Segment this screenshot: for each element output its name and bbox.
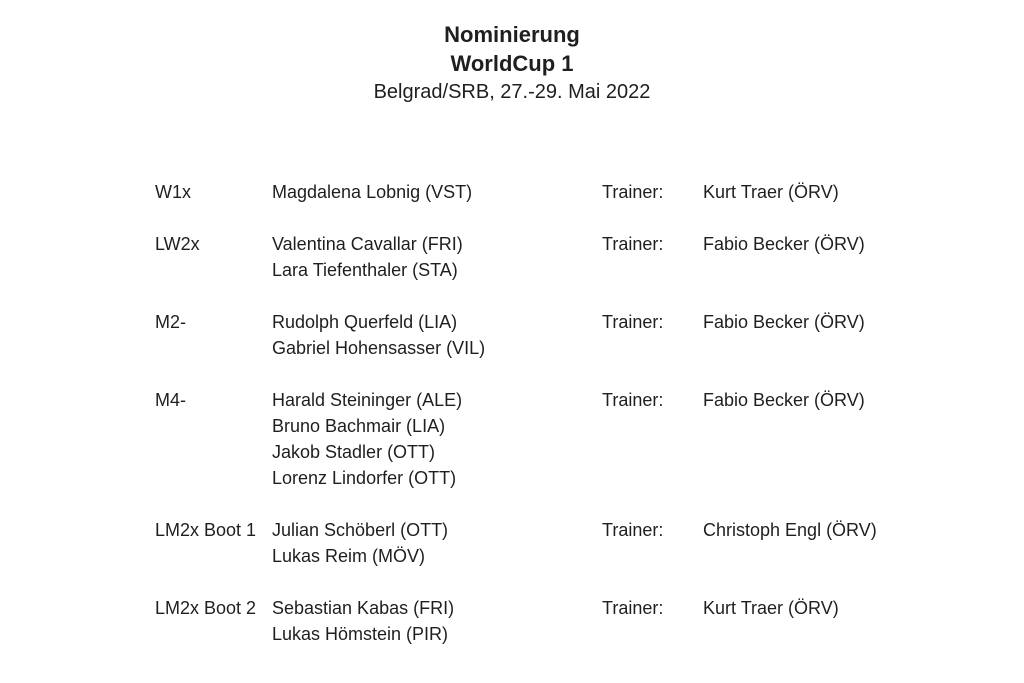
athlete-name: Lara Tiefenthaler (STA): [272, 260, 458, 280]
trainer-name: Fabio Becker (ÖRV): [703, 234, 865, 254]
athlete-list: [272, 179, 602, 205]
boat-class: W1x: [155, 182, 191, 202]
nomination-list: [0, 179, 1024, 647]
trainer-name: Christoph Engl (ÖRV): [703, 520, 877, 540]
trainer-label: Trainer:: [602, 520, 664, 540]
athlete-name: Lorenz Lindorfer (OTT): [272, 468, 457, 488]
athlete-name: Sebastian Kabas (FRI): [272, 598, 455, 618]
athlete-name: Lukas Reim (MÖV): [272, 546, 426, 566]
trainer-label: Trainer:: [602, 312, 664, 332]
athlete-name: Rudolph Querfeld (LIA): [272, 312, 458, 332]
athlete-list: [272, 517, 602, 569]
athlete-list: [272, 595, 602, 647]
trainer-name: Fabio Becker (ÖRV): [703, 390, 865, 410]
trainer-label: Trainer:: [602, 234, 664, 254]
athlete-name: Harald Steininger (ALE): [272, 390, 463, 410]
boat-class: LM2x Boot 1: [155, 520, 257, 540]
page-title: Nominierung: [444, 22, 580, 47]
trainer-label: Trainer:: [602, 182, 664, 202]
trainer-label: Trainer:: [602, 390, 664, 410]
athlete-name: Gabriel Hohensasser (VIL): [272, 338, 486, 358]
athlete-name: Julian Schöberl (OTT): [272, 520, 449, 540]
nomination-entry-m2: [155, 309, 1024, 361]
boat-class: M4-: [155, 390, 186, 410]
trainer-name: Fabio Becker (ÖRV): [703, 312, 865, 332]
nomination-entry-w1x: [155, 179, 1024, 205]
boat-class: LW2x: [155, 234, 200, 254]
event-info: Belgrad/SRB, 27.-29. Mai 2022: [373, 81, 651, 103]
trainer-label: Trainer:: [602, 598, 664, 618]
athlete-list: [272, 231, 602, 283]
athlete-name: Jakob Stadler (OTT): [272, 442, 436, 462]
trainer-name: Kurt Traer (ÖRV): [703, 182, 839, 202]
athlete-list: [272, 309, 602, 361]
trainer-name: Kurt Traer (ÖRV): [703, 598, 839, 618]
athlete-name: Valentina Cavallar (FRI): [272, 234, 463, 254]
athlete-list: [272, 387, 602, 491]
boat-class: M2-: [155, 312, 186, 332]
athlete-name: Bruno Bachmair (LIA): [272, 416, 446, 436]
boat-class: LM2x Boot 2: [155, 598, 257, 618]
athlete-name: Lukas Hömstein (PIR): [272, 624, 449, 644]
nomination-entry-lm2x-boot1: [155, 517, 1024, 569]
athlete-name: Magdalena Lobnig (VST): [272, 182, 473, 202]
document-header: [0, 0, 1024, 107]
nomination-entry-lm2x-boot2: [155, 595, 1024, 647]
page-subtitle: WorldCup 1: [450, 51, 574, 76]
nomination-entry-m4: [155, 387, 1024, 491]
nomination-entry-lw2x: [155, 231, 1024, 283]
